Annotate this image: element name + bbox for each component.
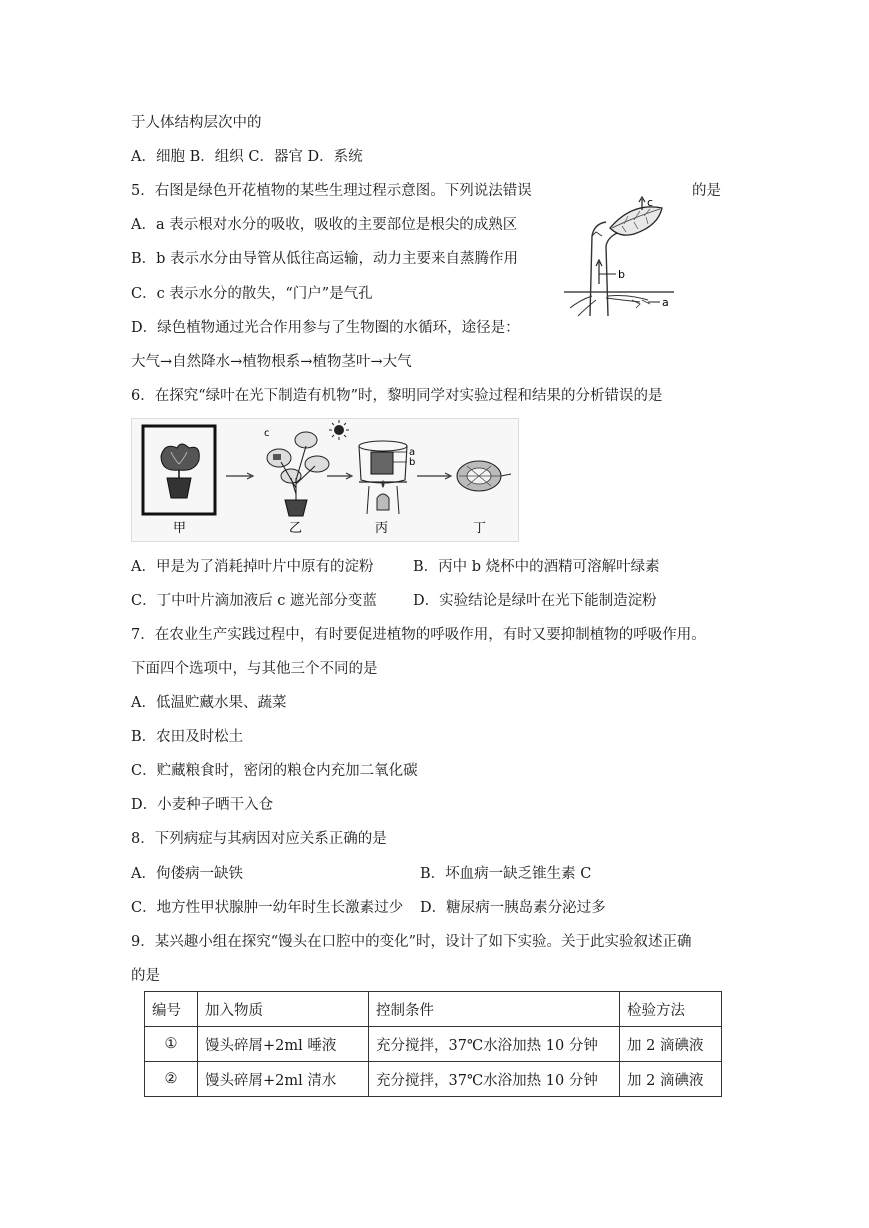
question-8-option-d: D．糖尿病一胰岛素分泌过多 bbox=[420, 900, 606, 916]
table-cell: 充分搅拌，37℃水浴加热 10 分钟 bbox=[369, 1027, 620, 1062]
table-cell: 加 2 滴碘液 bbox=[620, 1027, 722, 1062]
pot-icon bbox=[167, 478, 191, 498]
question-7-stem: 7．在农业生产实践过程中，有时要促进植物的呼吸作用，有时又要抑制植物的呼吸作用。 bbox=[131, 627, 706, 643]
label-b: b bbox=[409, 457, 416, 468]
table-header-cell: 加入物质 bbox=[198, 992, 369, 1027]
question-9-stem-cont: 的是 bbox=[131, 968, 160, 984]
question-8-option-c: C．地方性甲状腺肿一幼年时生长激素过少 bbox=[131, 900, 404, 916]
label-ding: 丁 bbox=[473, 521, 487, 536]
label-b: b bbox=[618, 268, 625, 281]
question-7-option-c: C．贮藏粮食时，密闭的粮仓内充加二氧化碳 bbox=[131, 763, 418, 779]
question-7-stem-cont: 下面四个选项中，与其他三个不同的是 bbox=[131, 661, 378, 677]
plant-water-cycle-figure bbox=[562, 196, 678, 318]
question-5-stem: 5．右图是绿色开花植物的某些生理过程示意图。下列说法错误 bbox=[131, 183, 532, 199]
table-header-cell: 控制条件 bbox=[369, 992, 620, 1027]
question-5-option-d: D．绿色植物通过光合作用参与了生物圈的水循环，途径是： bbox=[131, 320, 520, 336]
table-row bbox=[145, 1062, 722, 1097]
alcohol-lamp-icon bbox=[377, 494, 389, 510]
table-cell: 加 2 滴碘液 bbox=[620, 1062, 722, 1097]
label-c: c bbox=[647, 196, 654, 209]
table-cell: ① bbox=[145, 1027, 198, 1062]
question-5-option-b: B．b 表示水分由导管从低往高运输，动力主要来自蒸腾作用 bbox=[131, 251, 519, 267]
label-yi: 乙 bbox=[289, 521, 303, 536]
table-cell: ② bbox=[145, 1062, 198, 1097]
question-8-option-a: A．佝偻病一缺铁 bbox=[131, 866, 243, 882]
question-6-option-d: D．实验结论是绿叶在光下能制造淀粉 bbox=[413, 593, 657, 609]
sun-icon bbox=[329, 420, 349, 440]
table-header-cell: 编号 bbox=[145, 992, 198, 1027]
table-header-row bbox=[145, 992, 722, 1027]
question-6-option-c: C．丁中叶片滴加液后 c 遮光部分变蓝 bbox=[131, 593, 377, 609]
label-a: a bbox=[662, 296, 669, 309]
question-7-option-a: A．低温贮藏水果、蔬菜 bbox=[131, 695, 287, 711]
options-line: A．细胞 B．组织 C．器官 D．系统 bbox=[131, 149, 363, 165]
question-8-option-b: B．坏血病一缺乏锥生素 C bbox=[420, 866, 592, 882]
question-5-stem-tail: 的是 bbox=[692, 183, 721, 199]
table-cell: 馒头碎屑+2ml 清水 bbox=[198, 1062, 369, 1097]
experiment-steps-figure bbox=[131, 418, 519, 542]
question-6-option-b: B．丙中 b 烧杯中的酒精可溶解叶绿素 bbox=[413, 559, 660, 575]
question-9-stem: 9．某兴趣小组在探究“馒头在口腔中的变化”时，设计了如下实验。关于此实验叙述正确 bbox=[131, 934, 692, 950]
question-6-stem: 6．在探究“绿叶在光下制造有机物”时，黎明同学对实验过程和结果的分析错误的是 bbox=[131, 388, 663, 404]
label-a: a bbox=[409, 447, 416, 458]
question-5-option-c: C．c 表示水分的散失，“门户”是气孔 bbox=[131, 286, 373, 302]
label-jia: 甲 bbox=[173, 521, 187, 536]
table-row bbox=[145, 1027, 722, 1062]
question-5-option-d-cont: 大气→自然降水→植物根系→植物茎叶→大气 bbox=[131, 354, 412, 370]
table-header-cell: 检验方法 bbox=[620, 992, 722, 1027]
label-bing: 丙 bbox=[375, 521, 389, 536]
question-6-option-a: A．甲是为了消耗掉叶片中原有的淀粉 bbox=[131, 559, 374, 575]
question-5-option-a: A．a 表示根对水分的吸收，吸收的主要部位是根尖的成熟区 bbox=[131, 217, 518, 233]
question-8-stem: 8．下列病症与其病因对应关系正确的是 bbox=[131, 831, 387, 847]
question-7-option-b: B．农田及时松土 bbox=[131, 729, 244, 745]
label-c: c bbox=[264, 428, 270, 439]
table-cell: 馒头碎屑+2ml 唾液 bbox=[198, 1027, 369, 1062]
table-cell: 充分搅拌，37℃水浴加热 10 分钟 bbox=[369, 1062, 620, 1097]
text-line: 于人体结构层次中的 bbox=[131, 115, 262, 131]
experiment-table bbox=[144, 991, 722, 1097]
question-7-option-d: D．小麦种子晒干入仓 bbox=[131, 797, 274, 813]
